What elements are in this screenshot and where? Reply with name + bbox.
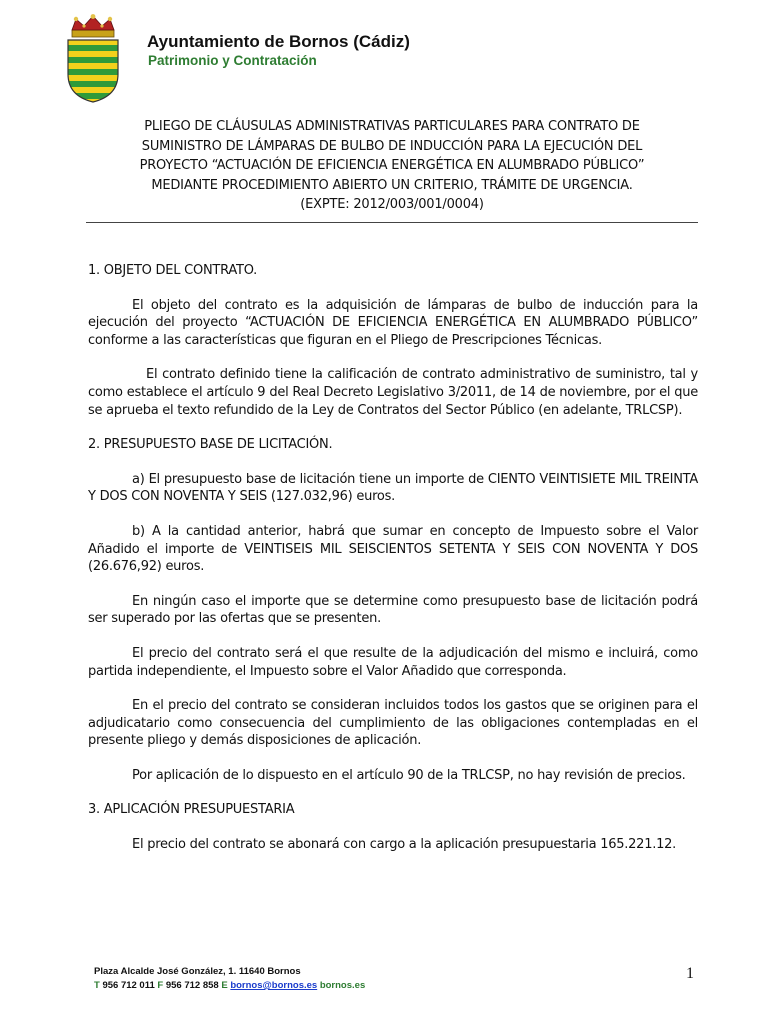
document-body [88,262,698,871]
section-heading: 3. APLICACIÓN PRESUPUESTARIA [88,802,295,818]
paragraph: El precio del contrato será el que resulte de la adjudicación del mismo e incluirá, como partida independiente, el Impuesto sobre el Valor Añadido que corresponda. [88,645,698,679]
title-divider [86,222,698,223]
paragraph: b) A la cantidad anterior, habrá que sumar en concepto de Impuesto sobre el Valor Añadido el importe de VEINTISEIS MIL SEISCIENTOS SETENTA Y SEIS CON NOVENTA Y DOS (26.676,92) euros. [88,523,698,575]
paragraph: a) El presupuesto base de licitación tiene un importe de CIENTO VEINTISIETE MIL TREINTA Y DOS CON NOVENTA Y SEIS (127.032,96) euros. [88,471,698,505]
organization-name: Ayuntamiento de Bornos (Cádiz) [147,32,410,51]
paragraph: El objeto del contrato es la adquisición de lámparas de bulbo de inducción para la ejecución del proyecto “ACTUACIÓN DE EFICIENCIA ENERGÉTICA EN ALUMBRADO PÚBLICO” conforme a las características que figuran en el Pliego de Prescripciones Técnicas. [88,297,698,348]
fax-number: 956 712 858 [165,980,219,991]
coat-of-arms-icon [62,14,124,104]
section-heading: 2. PRESUPUESTO BASE DE LICITACIÓN. [88,437,333,453]
paragraph: En ningún caso el importe que se determine como presupuesto base de licitación podrá ser superado por las ofertas que se presenten. [88,593,698,627]
section-heading: 1. OBJETO DEL CONTRATO. [88,263,258,278]
paragraph: Por aplicación de lo dispuesto en el artículo 90 de la TRLCSP, no hay revisión de precios. [132,767,686,783]
title-line: MEDIANTE PROCEDIMIENTO ABIERTO UN CRITERIO, TRÁMITE DE URGENCIA. [151,177,633,193]
paragraph: El contrato definido tiene la calificación de contrato administrativo de suministro, tal y como establece el artículo 9 del Real Decreto Legislativo 3/2011, de 14 de noviembre, por el que se aprueba el texto refundido de la Ley de Contratos del Sector Público (en adelante, TRLCSP). [88,367,698,418]
email-label: E [221,980,228,991]
department-name: Patrimonio y Contratación [148,53,317,68]
paragraph: En el precio del contrato se consideran incluidos todos los gastos que se originen para el adjudicatario como consecuencia del cumplimiento de las obligaciones contempladas en el presente pliego y demás disposiciones de aplicación. [88,698,698,749]
phone-label: T [94,980,100,991]
phone-number: 956 712 011 [102,980,155,991]
title-line: SUMINISTRO DE LÁMPARAS DE BULBO DE INDUCCIÓN PARA LA EJECUCIÓN DEL [141,138,643,154]
crown-icon [72,14,114,37]
email-link[interactable]: bornos@bornos.es [230,980,318,991]
website-link[interactable]: bornos.es [319,980,366,991]
document-title [86,117,698,215]
title-line: PLIEGO DE CLÁUSULAS ADMINISTRATIVAS PARTICULARES PARA CONTRATO DE [144,119,640,134]
footer-address: Plaza Alcalde José González, 1. 11640 Bornos [94,966,301,977]
page-number: 1 [686,965,694,982]
title-line: PROYECTO “ACTUACIÓN DE EFICIENCIA ENERGÉTICA EN ALUMBRADO PÚBLICO” [139,158,645,173]
paragraph: El precio del contrato se abonará con cargo a la aplicación presupuestaria 165.221.12. [132,837,677,853]
page-footer [94,965,365,993]
fax-label: F [157,980,164,991]
footer-contacts [94,979,365,993]
shield-icon [62,40,124,104]
file-reference: (EXPTE: 2012/003/001/0004) [300,197,484,212]
